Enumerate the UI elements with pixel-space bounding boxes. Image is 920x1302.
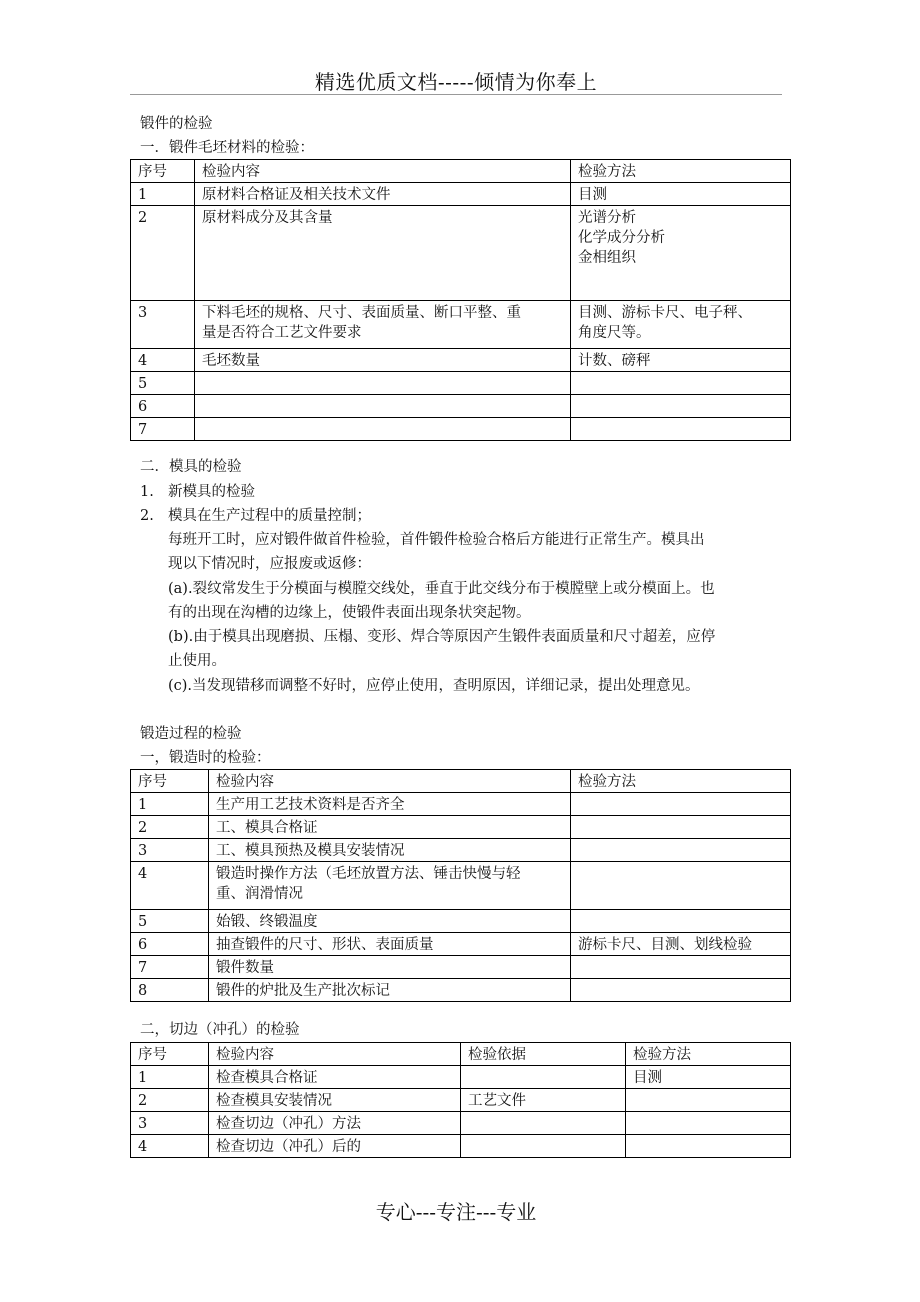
row-number [131, 301, 195, 349]
row-number-text: 5 [138, 376, 148, 392]
table-header-cell [461, 1043, 626, 1066]
table-header-cell-text: 检验内容 [216, 1047, 274, 1063]
paragraph-line: (c).当发现错移而调整不好时，应停止使用，查明原因，详细记录，提出处理意见。 [168, 678, 700, 694]
inspection-content-text: 原材料合格证及相关技术文件 [202, 187, 391, 203]
inspection-content-text: 检查模具合格证 [216, 1070, 318, 1086]
header-rule [130, 94, 782, 95]
inspection-content [209, 933, 571, 956]
table-header-cell-text: 序号 [138, 774, 167, 790]
table-header-cell [626, 1043, 791, 1066]
table-row [131, 1089, 791, 1112]
table-header-cell-text: 序号 [138, 164, 167, 180]
inspection-method-text: 目测 [578, 187, 607, 203]
inspection-method-text: 化学成分分析 [578, 230, 665, 246]
list-item-number: 1. [140, 484, 154, 500]
row-number [131, 206, 195, 301]
inspection-content-text: 原材料成分及其含量 [202, 210, 333, 226]
row-number [131, 793, 209, 816]
table-header-cell-text: 检验内容 [216, 774, 274, 790]
inspection-basis [461, 1089, 626, 1112]
table-header-row [131, 770, 791, 793]
paragraph-line: 止使用。 [168, 653, 226, 669]
inspection-method [571, 349, 791, 372]
inspection-content [195, 395, 571, 418]
table-row [131, 933, 791, 956]
inspection-basis-text: 工艺文件 [468, 1093, 526, 1109]
row-number-text: 4 [138, 1139, 148, 1155]
row-number [131, 1066, 209, 1089]
row-number-text: 1 [138, 187, 148, 203]
table-header-cell-text: 检验依据 [468, 1047, 526, 1063]
row-number-text: 3 [138, 1116, 148, 1132]
inspection-content [209, 793, 571, 816]
inspection-method-text: 目测、游标卡尺、电子秤、 [578, 305, 752, 321]
inspection-method [571, 395, 791, 418]
inspection-content [209, 1089, 461, 1112]
table-row [131, 910, 791, 933]
row-number [131, 979, 209, 1002]
inspection-method [571, 418, 791, 441]
inspection-content [209, 956, 571, 979]
row-number [131, 1135, 209, 1158]
inspection-method-text: 角度尺等。 [578, 325, 651, 341]
inspection-content [209, 1066, 461, 1089]
row-number-text: 3 [138, 843, 148, 859]
table-row [131, 206, 791, 301]
table-header-cell-text: 检验方法 [578, 774, 636, 790]
table-header-cell [195, 160, 571, 183]
inspection-content [195, 418, 571, 441]
row-number [131, 372, 195, 395]
inspection-content [195, 183, 571, 206]
inspection-content-text: 检查切边（冲孔）后的 [216, 1139, 361, 1155]
inspection-content-text: 重、润滑情况 [216, 886, 303, 902]
table-header-cell [209, 770, 571, 793]
row-number [131, 418, 195, 441]
inspection-method-text: 金相组织 [578, 250, 636, 266]
paragraph-line: 每班开工时，应对锻件做首件检验，首件锻件检验合格后方能进行正常生产。模具出 [168, 532, 705, 548]
inspection-basis [461, 1135, 626, 1158]
inspection-basis [461, 1112, 626, 1135]
inspection-content [195, 206, 571, 301]
inspection-content [209, 979, 571, 1002]
table-header-cell [131, 160, 195, 183]
row-number-text: 6 [138, 937, 148, 953]
inspection-method-text: 计数、磅秤 [578, 353, 651, 369]
table-row [131, 301, 791, 349]
section-title-forging: 锻件的检验 [140, 116, 213, 132]
row-number-text: 2 [138, 1093, 148, 1109]
inspection-method [571, 372, 791, 395]
inspection-method [571, 839, 791, 862]
inspection-method [571, 979, 791, 1002]
table-row [131, 979, 791, 1002]
inspection-content-text: 检查切边（冲孔）方法 [216, 1116, 361, 1132]
forging-inspection-table [130, 769, 791, 1002]
row-number-text: 3 [138, 305, 148, 321]
page-footer: 专心---专注---专业 [375, 1200, 537, 1224]
row-number [131, 349, 195, 372]
trimming-inspection-table [130, 1042, 791, 1158]
inspection-method [626, 1135, 791, 1158]
row-number-text: 8 [138, 983, 148, 999]
inspection-content [209, 816, 571, 839]
row-number-text: 5 [138, 914, 148, 930]
inspection-content [195, 372, 571, 395]
table-row [131, 1112, 791, 1135]
inspection-method [626, 1112, 791, 1135]
row-number-text: 4 [138, 866, 148, 882]
table-row [131, 1066, 791, 1089]
paragraph-line: 有的出现在沟槽的边缘上，使锻件表面出现条状突起物。 [168, 605, 531, 621]
inspection-method [626, 1066, 791, 1089]
table-row [131, 793, 791, 816]
row-number-text: 4 [138, 353, 148, 369]
row-number [131, 910, 209, 933]
inspection-content-text: 抽查锻件的尺寸、形状、表面质量 [216, 937, 434, 953]
table-row [131, 418, 791, 441]
inspection-method [571, 956, 791, 979]
inspection-method [571, 862, 791, 910]
inspection-method [571, 933, 791, 956]
inspection-content-text: 工、模具合格证 [216, 820, 318, 836]
row-number-text: 7 [138, 422, 148, 438]
inspection-content [195, 349, 571, 372]
list-item-number: 2. [140, 508, 154, 524]
inspection-content-text: 锻件数量 [216, 960, 274, 976]
inspection-content [209, 839, 571, 862]
inspection-content-text: 量是否符合工艺文件要求 [202, 325, 362, 341]
table-row [131, 956, 791, 979]
list-item-mold-quality: 模具在生产过程中的质量控制； [168, 508, 371, 524]
row-number-text: 2 [138, 820, 148, 836]
table-header-cell [571, 770, 791, 793]
row-number [131, 395, 195, 418]
table-header-cell [131, 770, 209, 793]
row-number-text: 2 [138, 210, 148, 226]
table-header-cell-text: 检验方法 [633, 1047, 691, 1063]
row-number [131, 1112, 209, 1135]
inspection-content-text: 检查模具安装情况 [216, 1093, 332, 1109]
inspection-basis [461, 1066, 626, 1089]
row-number [131, 839, 209, 862]
subsection-title-forging-inspection: 一，锻造时的检验： [140, 750, 271, 766]
inspection-content-text: 始锻、终锻温度 [216, 914, 318, 930]
table-row [131, 372, 791, 395]
inspection-method-text: 光谱分析 [578, 210, 636, 226]
row-number [131, 816, 209, 839]
table-row [131, 1135, 791, 1158]
table-row [131, 395, 791, 418]
table-header-cell [571, 160, 791, 183]
section-title-forging-process: 锻造过程的检验 [140, 726, 242, 742]
list-item-new-mold: 新模具的检验 [168, 484, 255, 500]
table-row [131, 183, 791, 206]
table-header-row [131, 1043, 791, 1066]
table-row [131, 816, 791, 839]
row-number-text: 7 [138, 960, 148, 976]
table-header-cell-text: 检验方法 [578, 164, 636, 180]
subsection-title-trimming: 二，切边（冲孔）的检验 [140, 1022, 300, 1038]
row-number [131, 956, 209, 979]
row-number-text: 6 [138, 399, 148, 415]
inspection-content [209, 1135, 461, 1158]
table-header-cell-text: 检验内容 [202, 164, 260, 180]
inspection-method [626, 1089, 791, 1112]
inspection-method [571, 301, 791, 349]
inspection-method [571, 206, 791, 301]
table-header-cell-text: 序号 [138, 1047, 167, 1063]
inspection-method-text: 目测 [633, 1070, 662, 1086]
inspection-content-text: 下料毛坯的规格、尺寸、表面质量、断口平整、重 [202, 305, 521, 321]
subsection-title-blank-material: 一．锻件毛坯材料的检验： [140, 140, 314, 156]
inspection-method-text: 游标卡尺、目测、划线检验 [578, 937, 752, 953]
table-row [131, 839, 791, 862]
inspection-content-text: 生产用工艺技术资料是否齐全 [216, 797, 405, 813]
paragraph-line: (b).由于模具出现磨损、压榻、变形、焊合等原因产生锻件表面质量和尺寸超差，应停 [168, 629, 716, 645]
inspection-content [209, 1112, 461, 1135]
inspection-content-text: 工、模具预热及模具安装情况 [216, 843, 405, 859]
inspection-content [209, 910, 571, 933]
inspection-content [195, 301, 571, 349]
inspection-content-text: 毛坯数量 [202, 353, 260, 369]
table-header-row [131, 160, 791, 183]
inspection-method [571, 910, 791, 933]
paragraph-line: (a).裂纹常发生于分模面与模膛交线处，垂直于此交线分布于模膛壁上或分模面上。也 [168, 581, 715, 597]
inspection-content-text: 锻件的炉批及生产批次标记 [216, 983, 390, 999]
row-number [131, 1089, 209, 1112]
subsection-title-mold: 二．模具的检验 [140, 459, 242, 475]
row-number-text: 1 [138, 797, 148, 813]
table-row [131, 349, 791, 372]
inspection-content [209, 862, 571, 910]
table-header-cell [131, 1043, 209, 1066]
row-number [131, 183, 195, 206]
inspection-method [571, 816, 791, 839]
row-number-text: 1 [138, 1070, 148, 1086]
inspection-content-text: 锻造时操作方法（毛坯放置方法、锤击快慢与轻 [216, 866, 521, 882]
row-number [131, 933, 209, 956]
row-number [131, 862, 209, 910]
paragraph-line: 现以下情况时，应报废或返修： [168, 556, 371, 572]
inspection-method [571, 183, 791, 206]
table-header-cell [209, 1043, 461, 1066]
blank-material-table [130, 159, 791, 441]
table-row [131, 862, 791, 910]
inspection-method [571, 793, 791, 816]
page-header: 精选优质文档-----倾情为你奉上 [314, 70, 598, 94]
